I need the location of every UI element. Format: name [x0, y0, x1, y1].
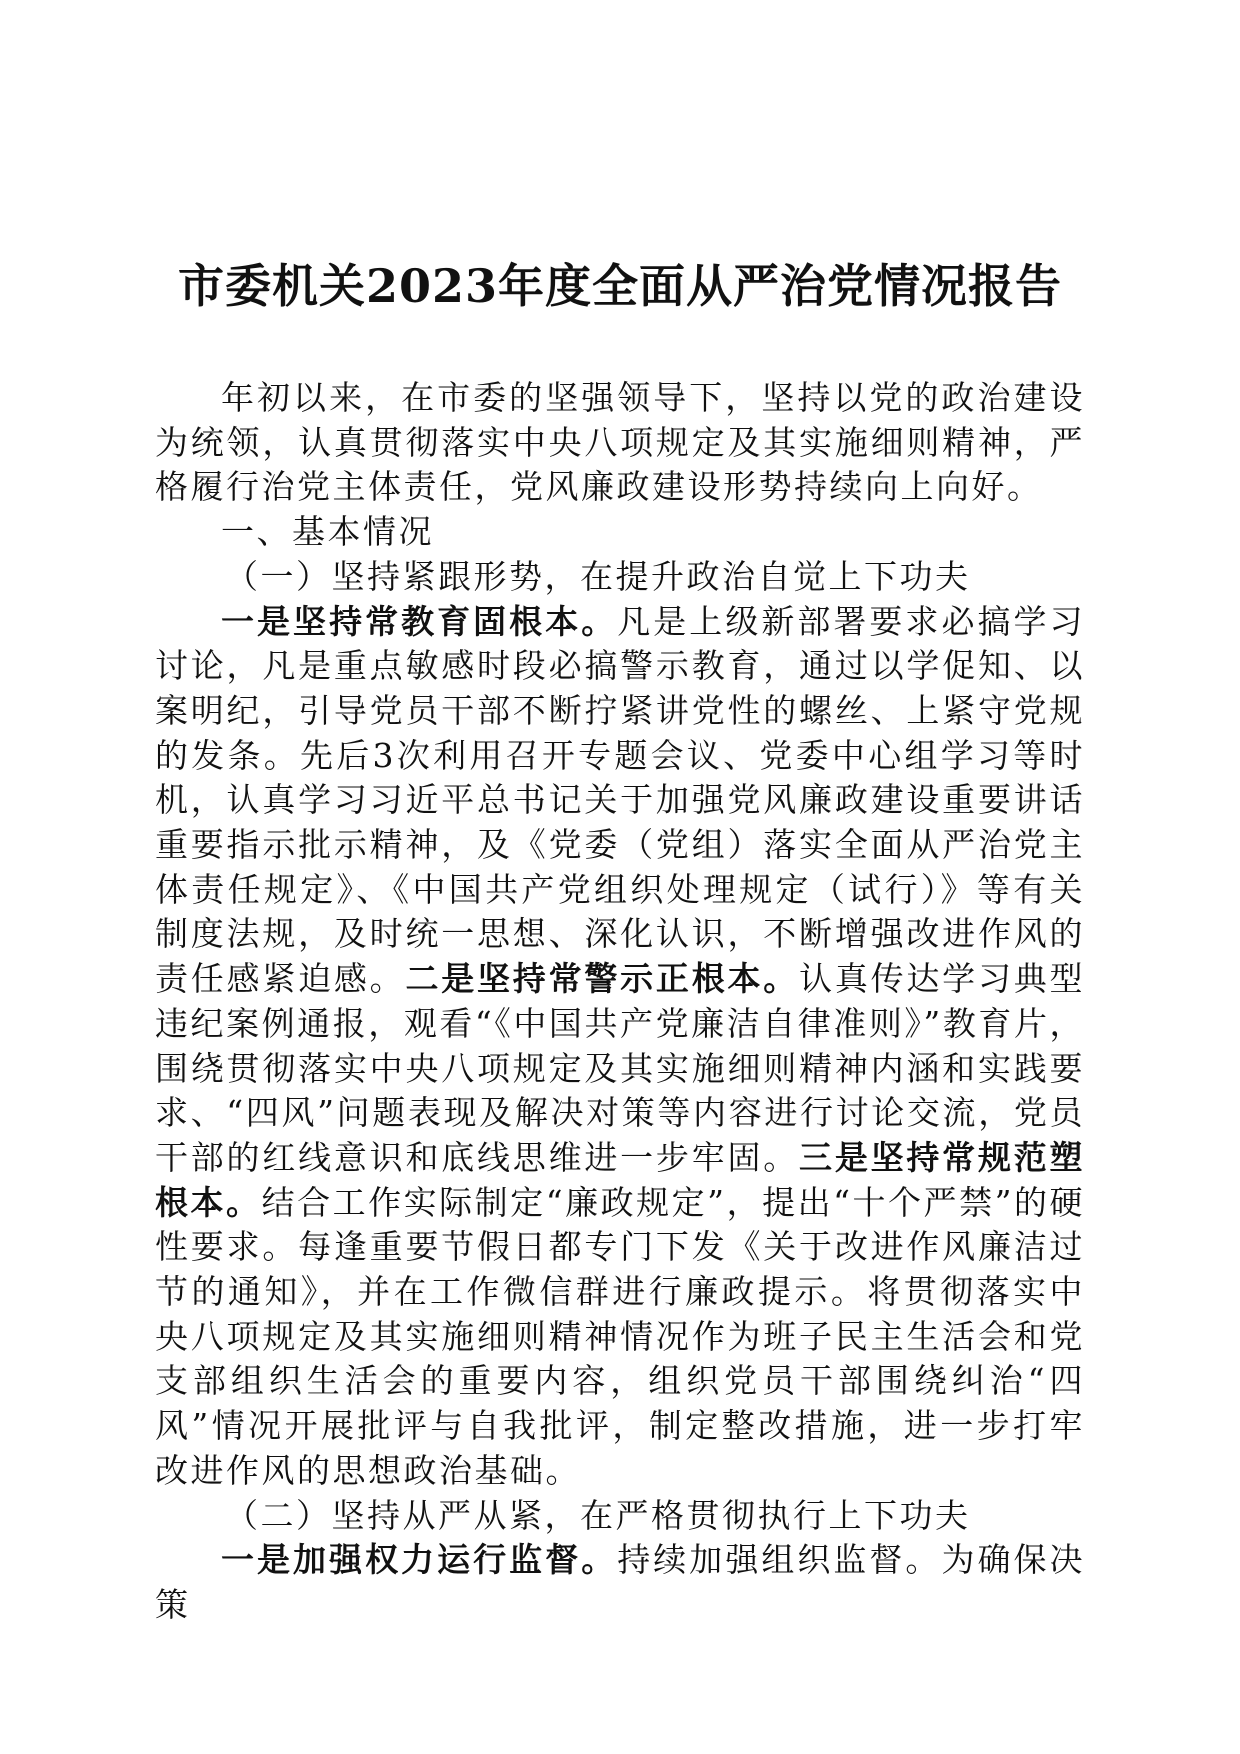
document-title: 市委机关2023年度全面从严治党情况报告 — [177, 259, 1063, 313]
lead-supervision: 一是加强权力运行监督。 — [221, 1540, 618, 1580]
document-body — [155, 376, 1085, 1628]
text-warning: 认真传达学习典型违纪案例通报，观看“《中国共产党廉洁自律准则》”教育片，围绕贯彻落实中央八项规定及其实施细则精神内涵和实践要求、“四风”问题表现及解决对策等内容进行讨论交流，党员干部的红线意识和底线思维进一步牢固。 — [155, 959, 1086, 1177]
paragraph-supervision — [155, 1538, 1085, 1627]
section-heading: 一、基本情况 — [221, 512, 434, 552]
text-standard: 结合工作实际制定“廉政规定”，提出“十个严禁”的硬性要求。每逢重要节假日都专门下发《关于改进作风廉洁过节的通知》，并在工作微信群进行廉政提示。将贯彻落实中央八项规定及其实施细则精神情况作为班子民主生活会和党支部组织生活会的重要内容，组织党员干部围绕纠治“四风”情况开展批评与自我批评，制定整改措施，进一步打牢改进作风的思想政治基础。 — [155, 1182, 1086, 1490]
subsection-heading-1: （一）坚持紧跟形势，在提升政治自觉上下功夫 — [225, 556, 971, 596]
text-education: 凡是上级新部署要求必搞学习讨论，凡是重点敏感时段必搞警示教育，通过以学促知、以案明纪，引导党员干部不断拧紧讲党性的螺丝、上紧守党规的发条。先后3次利用召开专题会议、党委中心组学习等时机，认真学习习近平总书记关于加强党风廉政建设重要讲话重要指示批示精神，及《党委（党组）落实全面从严治党主体责任规定》、《中国共产党组织处理规定（试行）》等有关制度法规，及时统一思想、深化认识，不断增强改进作风的责任感紧迫感。 — [155, 601, 1086, 999]
subsection-heading-2: （二）坚持从严从紧，在严格贯彻执行上下功夫 — [225, 1495, 971, 1535]
paragraph-education — [155, 600, 1085, 1494]
lead-education: 一是坚持常教育固根本。 — [221, 601, 618, 641]
intro-paragraph: 年初以来，在市委的坚强领导下，坚持以党的政治建设为统领，认真贯彻落实中央八项规定及其实施细则精神，严格履行治党主体责任，党风廉政建设形势持续向上向好。 — [155, 378, 1085, 507]
text-supervision: 持续加强组织监督。为确保决策 — [155, 1540, 1086, 1624]
lead-standard: 三是坚持常规范塑根本。 — [155, 1137, 1086, 1222]
lead-warning: 二是坚持常警示正根本。 — [405, 959, 800, 999]
